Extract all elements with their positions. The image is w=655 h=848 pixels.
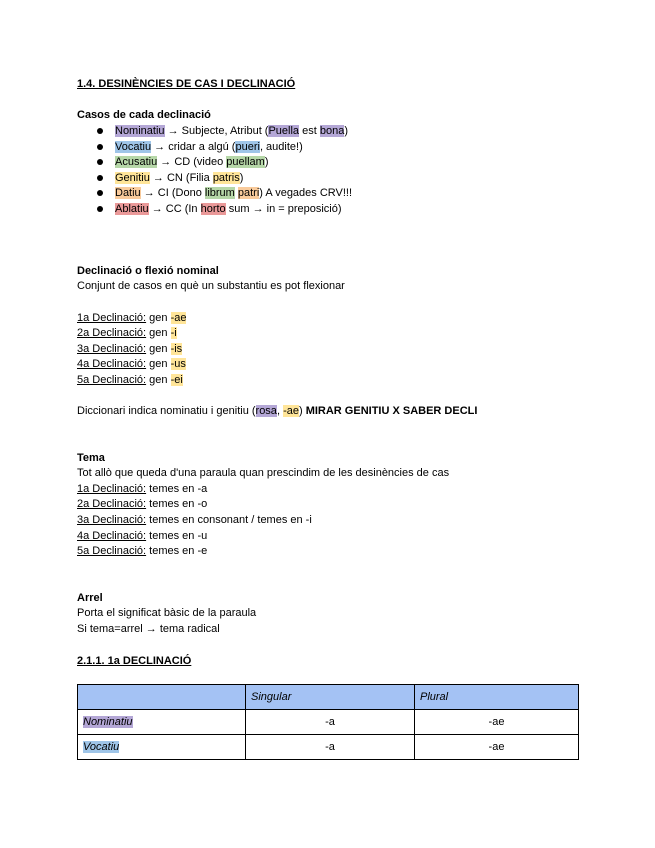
- declension-line: 1a Declinació: gen -ae: [77, 312, 187, 324]
- case-item-ablatiu: Ablatiu → CC (In horto sum → in = preposició): [115, 203, 342, 215]
- declension-line: 4a Declinació: gen -us: [77, 358, 186, 370]
- bullet-icon: [97, 190, 103, 196]
- table-row: [78, 710, 579, 735]
- case-item-genitiu: Genitiu → CN (Filia patris): [115, 172, 244, 184]
- table-cell: -ae: [415, 710, 579, 735]
- case-item-vocatiu: Vocatiu → cridar a algú (pueri, audite!): [115, 141, 303, 153]
- declension-line: 3a Declinació: gen -is: [77, 343, 183, 355]
- bullet-icon: [97, 159, 103, 165]
- tema-line: 3a Declinació: temes en consonant / temes en -i: [77, 514, 312, 526]
- bullet-icon: [97, 128, 103, 134]
- table-cell: -a: [246, 735, 415, 760]
- table-header-cell: Singular: [246, 685, 415, 710]
- table-header-cell: Plural: [415, 685, 579, 710]
- arrel-line-1: Porta el significat bàsic de la paraula: [77, 607, 257, 619]
- table-row-label: Nominatiu: [78, 710, 246, 735]
- table-cell: -a: [246, 710, 415, 735]
- tema-heading: Tema: [77, 452, 105, 464]
- table-header-row: [78, 685, 579, 710]
- table-row: [78, 735, 579, 760]
- declension-table: [77, 684, 579, 760]
- bullet-icon: [97, 144, 103, 150]
- dictionary-note: Diccionari indica nominatiu i genitiu (rosa, -ae) MIRAR GENITIU X SABER DECLI: [77, 405, 478, 417]
- case-item-acusatiu: Acusatiu → CD (video puellam): [115, 156, 269, 168]
- table-header-cell: [78, 685, 246, 710]
- tema-line: 4a Declinació: temes en -u: [77, 530, 208, 542]
- subsection-title: 2.1.1. 1a DECLINACIÓ: [77, 655, 192, 667]
- table-cell: -ae: [415, 735, 579, 760]
- bullet-icon: [97, 175, 103, 181]
- tema-line: 2a Declinació: temes en -o: [77, 498, 208, 510]
- nominal-heading: Declinació o flexió nominal: [77, 265, 219, 277]
- declension-line: 5a Declinació: gen -ei: [77, 374, 183, 386]
- nominal-desc: Conjunt de casos en què un substantiu es pot flexionar: [77, 280, 345, 292]
- tema-desc: Tot allò que queda d'una paraula quan prescindim de les desinències de cas: [77, 467, 450, 479]
- declension-line: 2a Declinació: gen -i: [77, 327, 177, 339]
- tema-line: 1a Declinació: temes en -a: [77, 483, 208, 495]
- arrel-line-2: Si tema=arrel → tema radical: [77, 623, 220, 635]
- table-row-label: Vocatiu: [78, 735, 246, 760]
- bullet-icon: [97, 206, 103, 212]
- arrel-heading: Arrel: [77, 592, 103, 604]
- section-title: 1.4. DESINÈNCIES DE CAS I DECLINACIÓ: [77, 78, 296, 90]
- cases-heading: Casos de cada declinació: [77, 109, 211, 121]
- case-item-nominatiu: Nominatiu → Subjecte, Atribut (Puella est bona): [115, 125, 348, 137]
- tema-line: 5a Declinació: temes en -e: [77, 545, 208, 557]
- case-item-datiu: Datiu → CI (Dono librum patri) A vegades CRV!!!: [115, 187, 353, 199]
